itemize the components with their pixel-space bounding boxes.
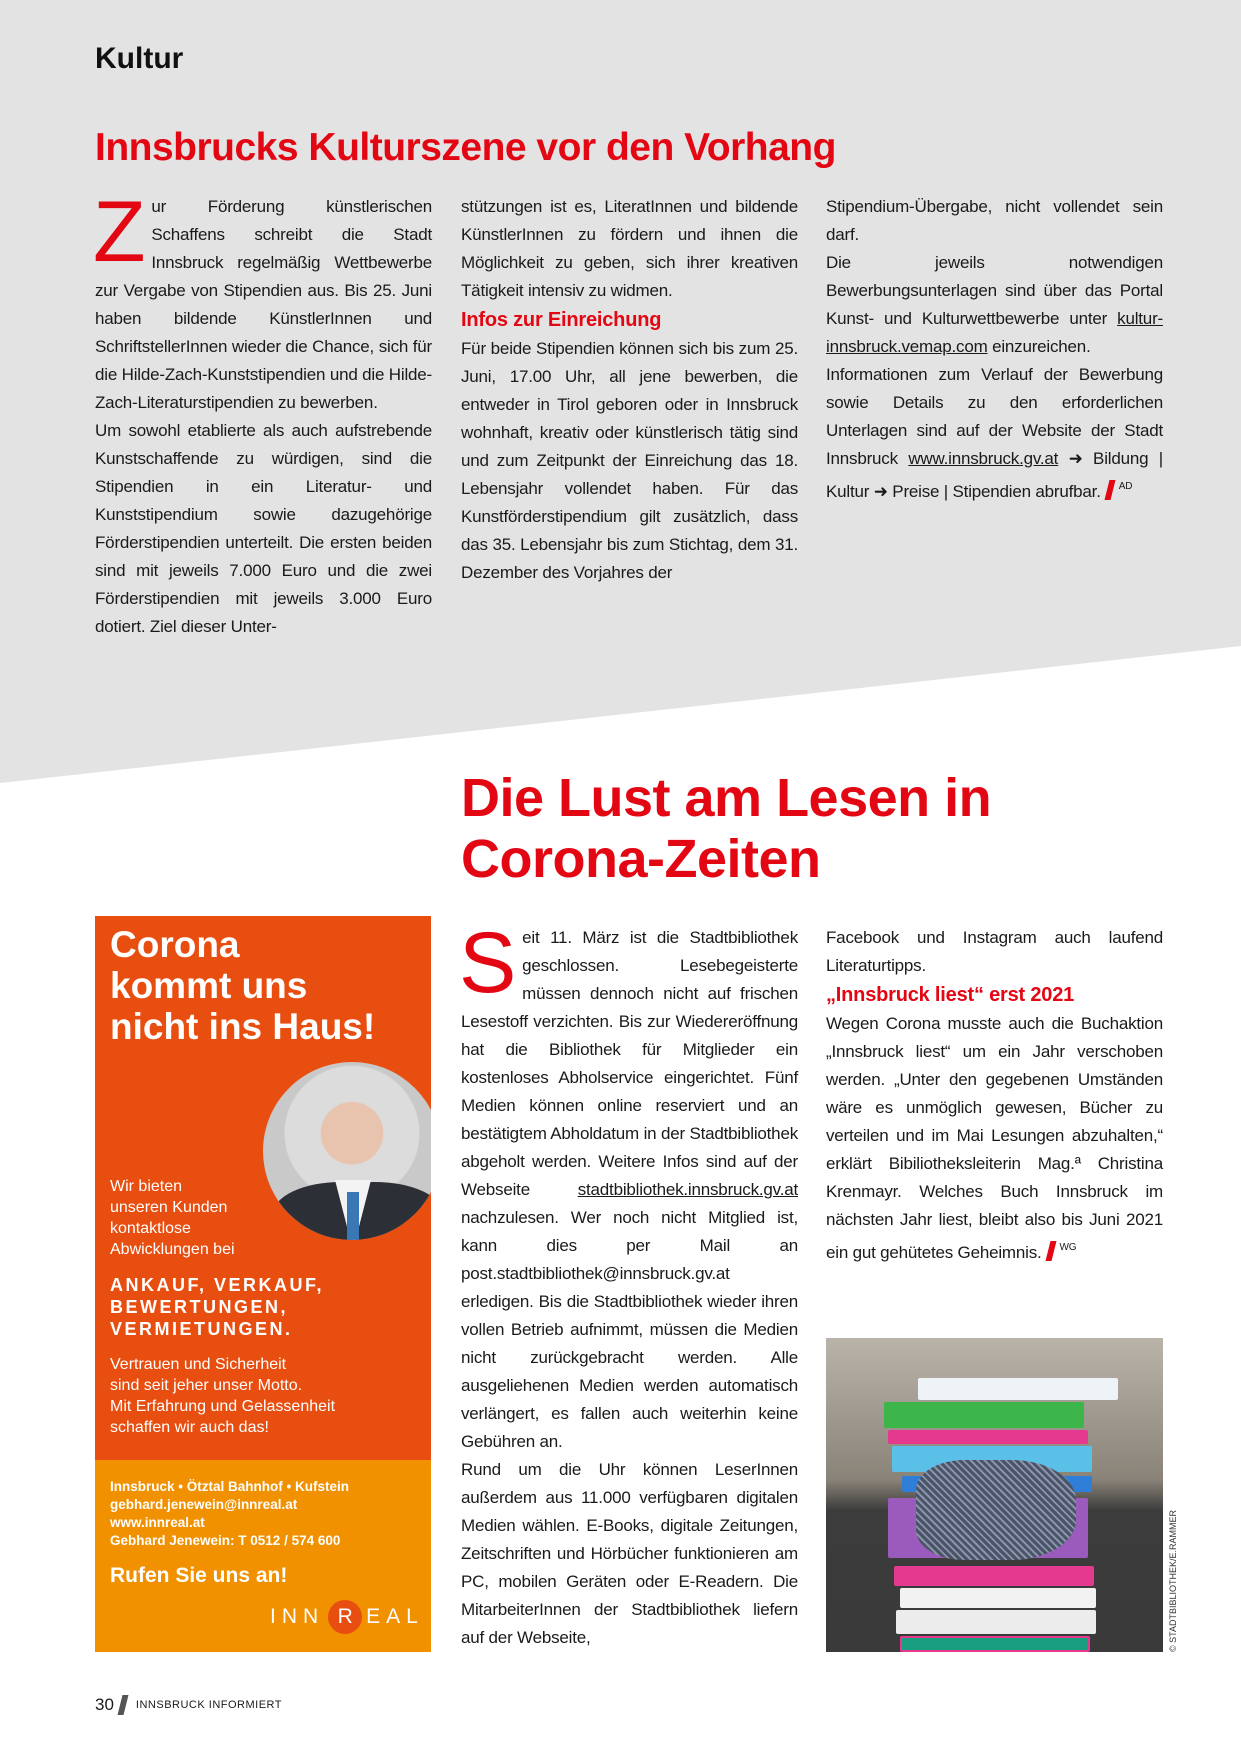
author-initials: WG — [1059, 1242, 1077, 1253]
innreal-logo: INN R EAL — [270, 1600, 424, 1634]
paragraph: Stipendium-Übergabe, nicht vollendet sein darf. — [826, 197, 1163, 244]
website-link[interactable]: www.innsbruck.gv.at — [908, 449, 1059, 468]
paragraph: stützungen ist es, LiteratInnen und bildende KünstlerInnen zu fördern und ihnen die Möglichkeit zu geben, sich ihrer kreativen Tätigkeit intensiv zu widmen. — [461, 197, 798, 300]
text: nachzulesen. Wer noch nicht Mitglied ist, kann dies per Mail an post.stadtbibliothek@innsbruck.gv.at erledigen. Bis die Stadtbibliothek wieder ihren vollen Betrieb aufnimmt, müssen die Medien nicht zurückgebracht werden. Alle ausgeliehenen Medien werden automatisch verlängert, es fallen auch weiterhin keine Gebühren an. — [461, 1208, 798, 1451]
end-mark-icon — [1045, 1241, 1056, 1261]
subheading: „Innsbruck liest“ erst 2021 — [826, 984, 1075, 1006]
ad-offer: Wir bieten unseren Kunden kontaktlose Abwicklungen bei — [110, 1178, 235, 1258]
article2-col3 — [826, 924, 1163, 1267]
article2-title — [461, 768, 991, 890]
page-footer — [95, 1695, 282, 1715]
ad-motto: Vertrauen und Sicherheit sind seit jeher unser Motto. Mit Erfahrung und Gelassenheit schaffen wir auch das! — [110, 1356, 336, 1436]
ad-services: ANKAUF, VERKAUF, BEWERTUNGEN, VERMIETUNGEN. — [110, 1275, 325, 1339]
end-mark-icon — [1104, 480, 1115, 500]
paragraph: Facebook und Instagram auch laufend Literaturtipps. — [826, 928, 1163, 975]
publication-name: INNSBRUCK INFORMIERT — [135, 1699, 283, 1711]
paragraph — [826, 361, 1163, 506]
article2-col2 — [459, 915, 798, 1652]
title-line: Corona-Zeiten — [461, 829, 821, 889]
paragraph: Um sowohl etablierte als auch aufstrebende Kunstschaffende zu würdigen, sind die Stipendien in ein Literatur- und Kunststipendium sowie dazugehörige Förderstipendien unterteilt. Die ersten beiden sind mit jeweils 7.000 Euro und die zwei Förderstipendien mit jeweils 3.000 Euro dotiert. Ziel dieser Unter- — [95, 421, 432, 636]
portal-link[interactable]: kultur-innsbruck.vemap.com — [826, 309, 1163, 356]
page-number: 30 — [95, 1695, 114, 1714]
ad-contact-panel — [95, 1460, 431, 1652]
text: Wegen Corona musste auch die Buchaktion „Innsbruck liest“ um ein Jahr verschoben werden. „Unter den gegebenen Umständen wäre es unmöglich gewesen, Bücher zu verteilen und im Mai Lesungen abzuhalten,“ erklärt Bibiliotheksleiterin Mag.ª Christina Krenmayr. Welches Buch Innsbruck im nächsten Jahr liest, bleibt also bis Juni 2021 ein gut gehütetes Geheimnis. — [826, 1014, 1163, 1262]
article1-col1 — [93, 184, 432, 641]
photo-credit: © STADTBIBLIOTHEK/E.RAMMER — [1168, 1510, 1178, 1652]
text: eit 11. März ist die Stadtbibliothek geschlossen. Lesebegeisterte müssen dennoch nicht auf frischen Lesestoff verzichten. Bis zur Wiedereröffnung hat die Bibliothek für Mitglieder ein kostenloses Abholservice eingerichtet. Fünf Medien können online reserviert und an bestätigtem Abholdatum in der Stadtbibliothek abgeholt werden. Weitere Infos sind auf der Webseite — [461, 928, 798, 1199]
text: ➜ Bildung | Kultur ➜ Preise | Stipendien abrufbar. — [826, 449, 1163, 501]
books-with-mask-photo — [826, 1338, 1163, 1652]
portrait-photo — [263, 1062, 431, 1240]
author-initials: AD — [1118, 481, 1133, 492]
paragraph — [826, 249, 1163, 361]
subheading: Infos zur Einreichung — [461, 309, 662, 331]
article1-col3 — [826, 193, 1163, 506]
article1-col2 — [461, 193, 798, 587]
drop-cap: S — [459, 915, 517, 1011]
article1-title: Innsbrucks Kulturszene vor den Vorhang — [95, 126, 836, 169]
text: einzureichen. — [987, 337, 1091, 356]
advertisement[interactable] — [95, 916, 431, 1652]
paragraph — [826, 1010, 1163, 1267]
paragraph: Für beide Stipendien können sich bis zum 25. Juni, 17.00 Uhr, all jene bewerben, die entweder in Tirol geboren oder in Innsbruck wohnhaft, kreativ oder künstlerisch tätig sind und zum Zeitpunkt der Einreichung das 18. Lebensjahr vollendet haben. Für das Kunstförderstipendium gilt zusätzlich, dass das 35. Lebensjahr bis zum Stichtag, dem 31. Dezember des Vorjahres der — [461, 339, 798, 582]
drop-cap: Z — [93, 184, 146, 280]
paragraph: Rund um die Uhr können LeserInnen außerdem aus 11.000 verfügbaren digitalen Medien wählen. E-Books, digitale Zeitungen, Zeitschriften und Hörbücher funktionieren am PC, mobilen Geräten oder E-Readern. Die MitarbeiterInnen der Stadtbibliothek liefern auf der Webseite, — [461, 1460, 798, 1647]
ad-call-to-action: Rufen Sie uns an! — [110, 1564, 288, 1587]
ad-contact: Innsbruck • Ötztal Bahnhof • Kufstein gebhard.jenewein@innreal.at www.innreal.at Gebhard Jenewein: T 0512 / 574 600 — [110, 1479, 349, 1548]
library-link[interactable]: stadtbibliothek.innsbruck.gv.at — [577, 1180, 798, 1199]
section-title: Kultur — [95, 42, 184, 75]
text: Die jeweils notwendigen Bewerbungsunterlagen sind über das Portal Kunst- und Kulturwettbewerbe unter — [826, 253, 1163, 328]
title-line: Die Lust am Lesen in — [461, 768, 992, 828]
paragraph: ur Förderung künstlerischen Schaffens schreibt die Stadt Innsbruck regelmäßig Wettbewerbe zur Vergabe von Stipendien aus. Bis 25. Juni haben bildende KünstlerInnen und SchriftstellerInnen wieder die Chance, sich für die Hilde-Zach-Kunststipendien und die Hilde-Zach-Literaturstipendien zu bewerben. — [95, 197, 432, 412]
ad-headline: Corona kommt uns nicht ins Haus! — [110, 924, 376, 1047]
slash-mark-icon — [117, 1695, 128, 1715]
text: Informationen zum Verlauf der Bewerbung sowie Details zu den erforderlichen Unterlagen sind auf der Website der Stadt Innsbruck — [826, 365, 1163, 468]
